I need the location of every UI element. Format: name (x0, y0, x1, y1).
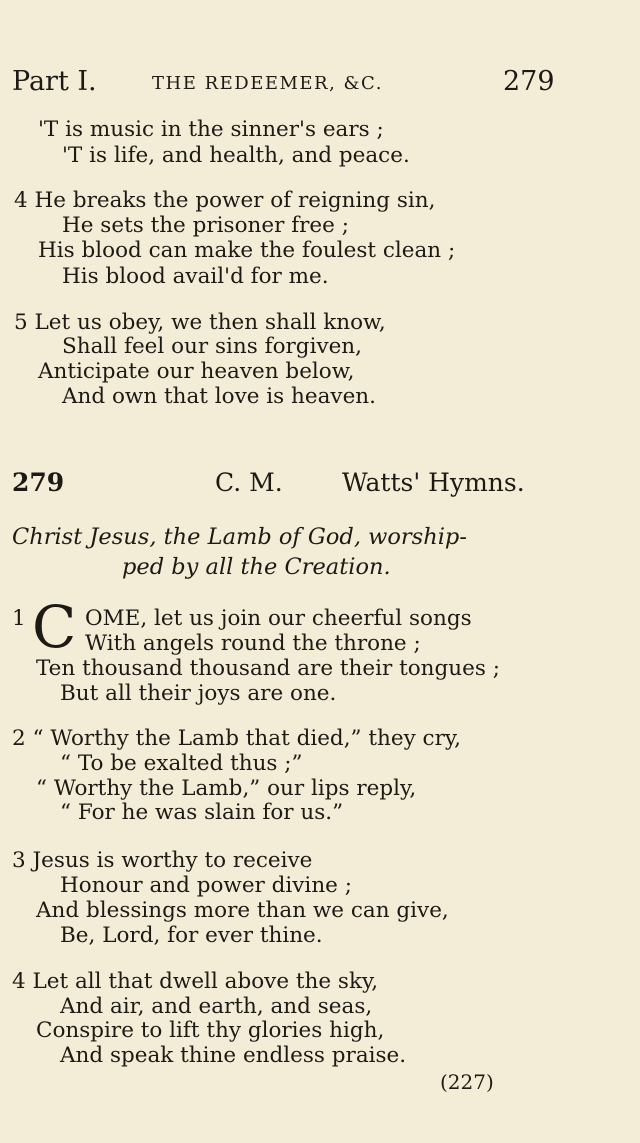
verse-line: 5 Let us obey, we then shall know, (14, 310, 386, 335)
verse-line: Honour and power divine ; (60, 873, 352, 898)
verse-line: Be, Lord, for ever thine. (60, 923, 323, 948)
header-part: Part I. (12, 66, 97, 97)
verse-line: Anticipate our heaven below, (38, 359, 355, 384)
verse-line: “ To be exalted thus ;” (60, 751, 303, 776)
verse-line: Shall feel our sins forgiven, (62, 334, 362, 359)
verse-line: 'T is life, and health, and peace. (62, 143, 410, 168)
header-running-title: THE REDEEMER, &C. (152, 73, 383, 94)
hymn-meter: C. M. (215, 468, 283, 497)
hymn-title-line: ped by all the Creation. (122, 554, 391, 580)
header-page-number: 279 (503, 66, 555, 97)
verse-line: His blood avail'd for me. (62, 264, 329, 289)
verse-line: And speak thine endless praise. (60, 1043, 407, 1068)
verse-line: Ten thousand thousand are their tongues ; (36, 656, 500, 681)
verse-line: But all their joys are one. (60, 681, 337, 706)
verse-line: And air, and earth, and seas, (60, 994, 373, 1019)
verse-line: OME, let us join our cheerful songs (85, 606, 472, 631)
verse-line: With angels round the throne ; (85, 631, 421, 656)
verse-number: 1 (12, 606, 26, 631)
verse-line: 4 He breaks the power of reigning sin, (14, 188, 436, 213)
hymn-source: Watts' Hymns. (342, 468, 525, 497)
drop-cap: C (32, 593, 77, 661)
verse-line: And own that love is heaven. (62, 384, 376, 409)
hymn-title-line: Christ Jesus, the Lamb of God, worship- (12, 524, 467, 550)
verse-line: 2 “ Worthy the Lamb that died,” they cry, (12, 726, 461, 751)
verse-line: “ Worthy the Lamb,” our lips reply, (36, 776, 417, 801)
verse-line: 'T is music in the sinner's ears ; (38, 117, 384, 142)
verse-line: And blessings more than we can give, (36, 898, 449, 923)
verse-line: He sets the prisoner free ; (62, 213, 349, 238)
signature-mark: (227) (440, 1070, 494, 1094)
verse-line: Conspire to lift thy glories high, (36, 1018, 385, 1043)
verse-line: 3 Jesus is worthy to receive (12, 848, 313, 873)
hymn-number: 279 (12, 468, 65, 497)
verse-line: “ For he was slain for us.” (60, 800, 344, 825)
verse-line: 4 Let all that dwell above the sky, (12, 969, 379, 994)
verse-line: His blood can make the foulest clean ; (38, 238, 456, 263)
